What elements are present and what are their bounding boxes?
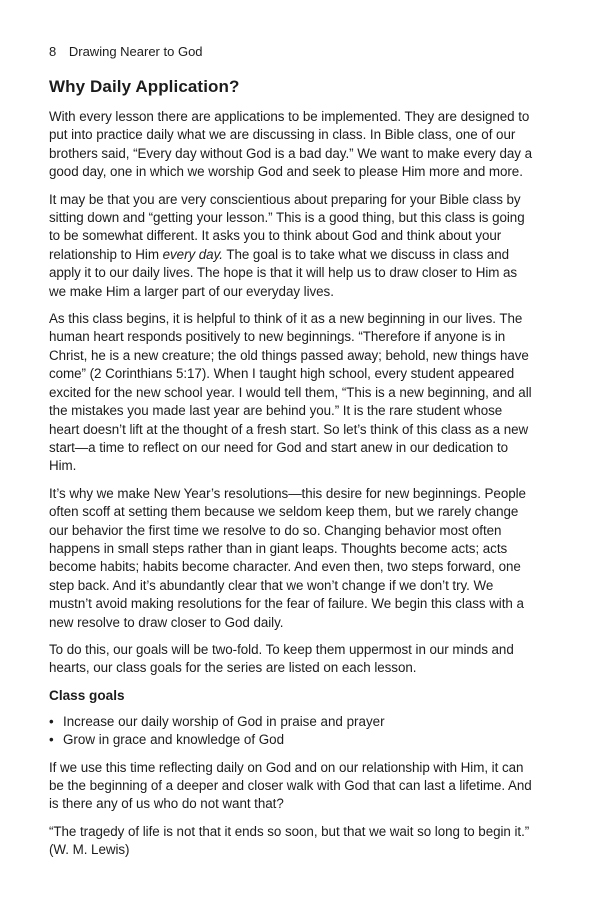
book-title: Drawing Nearer to God bbox=[68, 44, 203, 59]
class-goals-list bbox=[49, 713, 535, 750]
paragraph-4: It’s why we make New Year’s resolutions—this desire for new beginnings. People often scoff at setting them because we seldom keep them, but we rarely change our behavior the first time we resolve to do so. Changing behavior most often happens in small steps rather than in giant leaps. Thoughts become acts; acts become habits; habits become character. And even then, two steps forward, one step back. And it’s abundantly clear that we won’t change if we don’t try. We mustn’t avoid making resolutions for the fear of failure. We begin this class with a new resolve to draw closer to God daily. bbox=[49, 485, 526, 630]
paragraph-6: If we use this time reflecting daily on God and on our relationship with Him, it can be the beginning of a deeper and closer walk with God that can last a lifetime. And is there any of us who do not want that? bbox=[49, 759, 532, 812]
paragraph-2-text-b: The goal is to take what we discuss in class and apply it to our daily lives. The hope is that it will help us to draw closer to Him as we make Him a larger part of our everyday lives. bbox=[49, 246, 518, 299]
running-head bbox=[49, 44, 535, 60]
class-goals-heading: Class goals bbox=[49, 687, 125, 703]
paragraph-5: To do this, our goals will be two-fold. To keep them uppermost in our minds and hearts, our class goals for the series are listed on each lesson. bbox=[49, 641, 514, 676]
section-title: Why Daily Application? bbox=[49, 77, 240, 96]
bullet-icon: • bbox=[49, 713, 54, 729]
list-item-text: Grow in grace and knowledge of God bbox=[63, 732, 285, 748]
closing-quote: “The tragedy of life is not that it ends so soon, but that we wait so long to begin it.” (W. M. Lewis) bbox=[49, 823, 530, 858]
paragraph-2 bbox=[49, 191, 535, 301]
list-item bbox=[49, 731, 535, 749]
page-number: 8 bbox=[49, 44, 57, 59]
document-page bbox=[49, 44, 535, 869]
paragraph-2-text-a: It may be that you are very conscientious about preparing for your Bible class by sitting down and “getting your lesson.” This is a good thing, but this class is going to be somewhat different. It asks you to think about God and think about your relationship to Him bbox=[49, 191, 525, 262]
paragraph-3: As this class begins, it is helpful to think of it as a new beginning in our lives. The human heart responds positively to new beginnings. “Therefore if anyone is in Christ, he is a new creature; the old things passed away; behold, new things have come” (2 Corinthians 5:17). When I taught high school, every student appeared excited for the new school year. I would tell them, “This is a new beginning, and all the mistakes you made last year are behind you.” It is the rare student whose heart doesn’t lift at the thought of a fresh start. So let’s think of this class as a new start—a time to reflect on our need for God and start anew in our dedication to Him. bbox=[49, 311, 532, 474]
list-item-text: Increase our daily worship of God in praise and prayer bbox=[63, 713, 385, 729]
paragraph-2-emphasis: every day. bbox=[162, 246, 223, 262]
bullet-icon: • bbox=[49, 732, 54, 748]
paragraph-1: With every lesson there are applications to be implemented. They are designed to put into practice daily what we are discussing in class. In Bible class, one of our brothers said, “Every day without God is a bad day.” We want to make every day a good day, one in which we worship God and seek to please Him more and more. bbox=[49, 109, 533, 180]
list-item bbox=[49, 713, 535, 731]
